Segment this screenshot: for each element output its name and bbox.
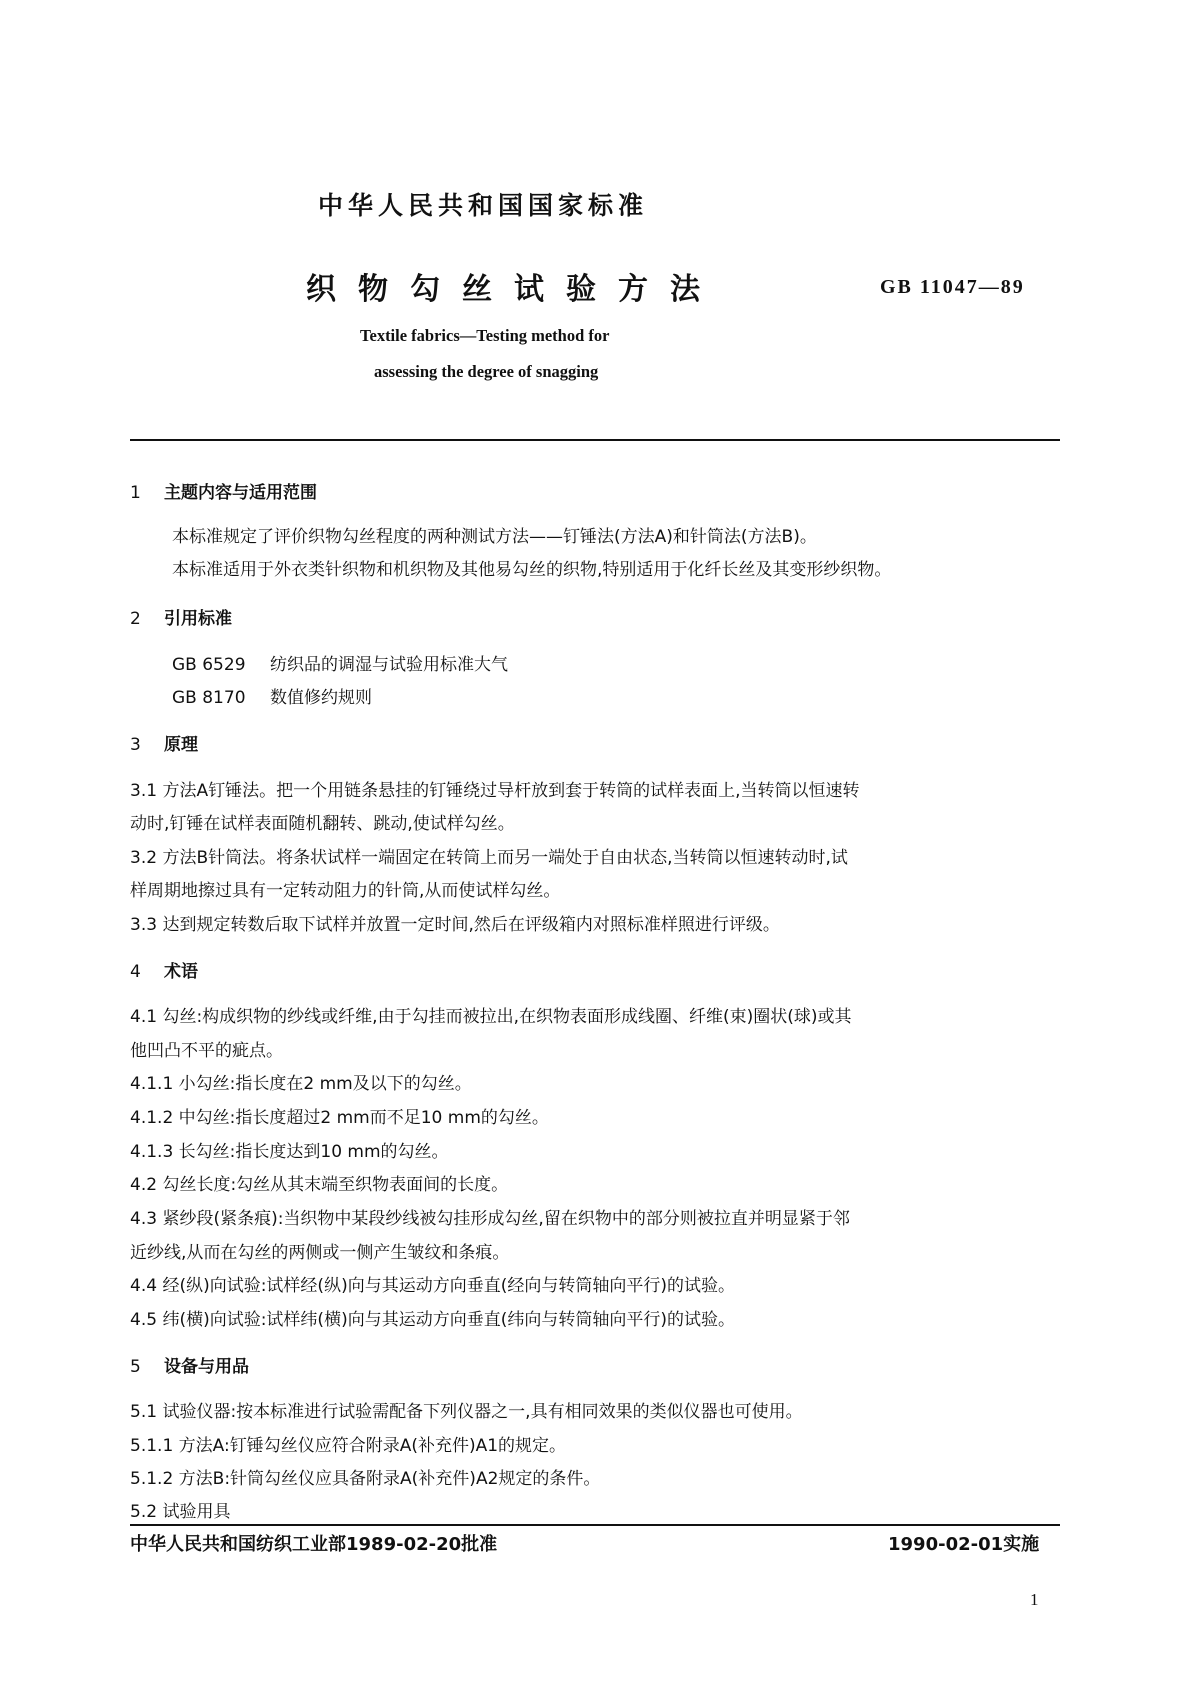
paragraph-line: 5.1 试验仪器:按本标准进行试验需配备下列仪器之一,具有相同效果的类似仪器也可使用。 bbox=[130, 1402, 803, 1422]
section-heading bbox=[130, 730, 198, 755]
paragraph-line: 4.2 勾丝长度:勾丝从其末端至织物表面间的长度。 bbox=[130, 1175, 509, 1195]
paragraph-line: 3.2 方法B针筒法。将条状试样一端固定在转筒上而另一端处于自由状态,当转筒以恒速转动时,试 bbox=[130, 848, 848, 868]
english-title-line1: Textile fabrics—Testing method for bbox=[360, 326, 610, 345]
english-title-line2: assessing the degree of snagging bbox=[374, 362, 599, 381]
reference-title: 纺织品的调湿与试验用标准大气 bbox=[270, 655, 508, 675]
section-heading bbox=[130, 957, 198, 982]
paragraph: 本标准适用于外衣类针织物和机织物及其他易勾丝的织物,特别适用于化纤长丝及其变形纱织物。 bbox=[172, 560, 892, 580]
paragraph-line: 样周期地擦过具有一定转动阻力的针筒,从而使试样勾丝。 bbox=[130, 881, 561, 901]
footer-divider bbox=[130, 1524, 1060, 1526]
reference-code: GB 8170 bbox=[172, 688, 246, 708]
paragraph-line: 5.2 试验用具 bbox=[130, 1502, 231, 1522]
paragraph-line: 3.3 达到规定转数后取下试样并放置一定时间,然后在评级箱内对照标准样照进行评级。 bbox=[130, 915, 780, 935]
section-title: 主题内容与适用范围 bbox=[164, 483, 317, 503]
paragraph-line: 4.3 紧纱段(紧条痕):当织物中某段纱线被勾挂形成勾丝,留在织物中的部分则被拉直并明显紧于邻 bbox=[130, 1209, 850, 1229]
section-title: 术语 bbox=[164, 962, 198, 982]
section-number: 5 bbox=[130, 1357, 141, 1377]
paragraph-line: 近纱线,从而在勾丝的两侧或一侧产生皱纹和条痕。 bbox=[130, 1243, 510, 1263]
effective-date: 1990-02-01实施 bbox=[888, 1534, 1040, 1555]
section-number: 1 bbox=[130, 483, 141, 503]
paragraph-line: 4.1.2 中勾丝:指长度超过2 mm而不足10 mm的勾丝。 bbox=[130, 1108, 549, 1128]
paragraph: 本标准规定了评价织物勾丝程度的两种测试方法——钉锤法(方法A)和针筒法(方法B)。 bbox=[172, 527, 817, 547]
document-title: 织物勾丝试验方法 bbox=[306, 272, 722, 307]
reference-item bbox=[172, 683, 372, 708]
paragraph-line: 5.1.2 方法B:针筒勾丝仪应具备附录A(补充件)A2规定的条件。 bbox=[130, 1469, 601, 1489]
page-number: 1 bbox=[1030, 1590, 1039, 1609]
section-title: 原理 bbox=[164, 735, 198, 755]
paragraph-line: 5.1.1 方法A:钉锤勾丝仪应符合附录A(补充件)A1的规定。 bbox=[130, 1436, 567, 1456]
paragraph-line: 他凹凸不平的疵点。 bbox=[130, 1041, 283, 1061]
national-standard-label: 中华人民共和国国家标准 bbox=[318, 191, 649, 220]
paragraph-line: 4.1 勾丝:构成织物的纱线或纤维,由于勾挂而被拉出,在织物表面形成线圈、纤维(束)圈状(球)或其 bbox=[130, 1007, 852, 1027]
standard-code: GB 11047—89 bbox=[880, 276, 1025, 298]
section-heading bbox=[130, 1352, 249, 1377]
paragraph-line: 4.5 纬(横)向试验:试样纬(横)向与其运动方向垂直(纬向与转筒轴向平行)的试验。 bbox=[130, 1310, 735, 1330]
section-number: 3 bbox=[130, 735, 141, 755]
section-title: 设备与用品 bbox=[164, 1357, 249, 1377]
reference-item bbox=[172, 650, 508, 675]
reference-title: 数值修约规则 bbox=[270, 688, 372, 708]
header-divider bbox=[130, 439, 1060, 441]
paragraph-line: 4.1.3 长勾丝:指长度达到10 mm的勾丝。 bbox=[130, 1142, 449, 1162]
paragraph-line: 4.4 经(纵)向试验:试样经(纵)向与其运动方向垂直(经向与转筒轴向平行)的试验。 bbox=[130, 1276, 735, 1296]
paragraph-line: 3.1 方法A钉锤法。把一个用链条悬挂的钉锤绕过导杆放到套于转筒的试样表面上,当转筒以恒速转 bbox=[130, 781, 860, 801]
paragraph-line: 动时,钉锤在试样表面随机翻转、跳动,使试样勾丝。 bbox=[130, 814, 515, 834]
paragraph-line: 4.1.1 小勾丝:指长度在2 mm及以下的勾丝。 bbox=[130, 1074, 472, 1094]
section-heading bbox=[130, 604, 232, 629]
section-heading bbox=[130, 478, 317, 503]
section-title: 引用标准 bbox=[164, 609, 232, 629]
reference-code: GB 6529 bbox=[172, 655, 246, 675]
section-number: 4 bbox=[130, 962, 141, 982]
approval-statement: 中华人民共和国纺织工业部1989-02-20批准 bbox=[130, 1534, 498, 1555]
section-number: 2 bbox=[130, 609, 141, 629]
